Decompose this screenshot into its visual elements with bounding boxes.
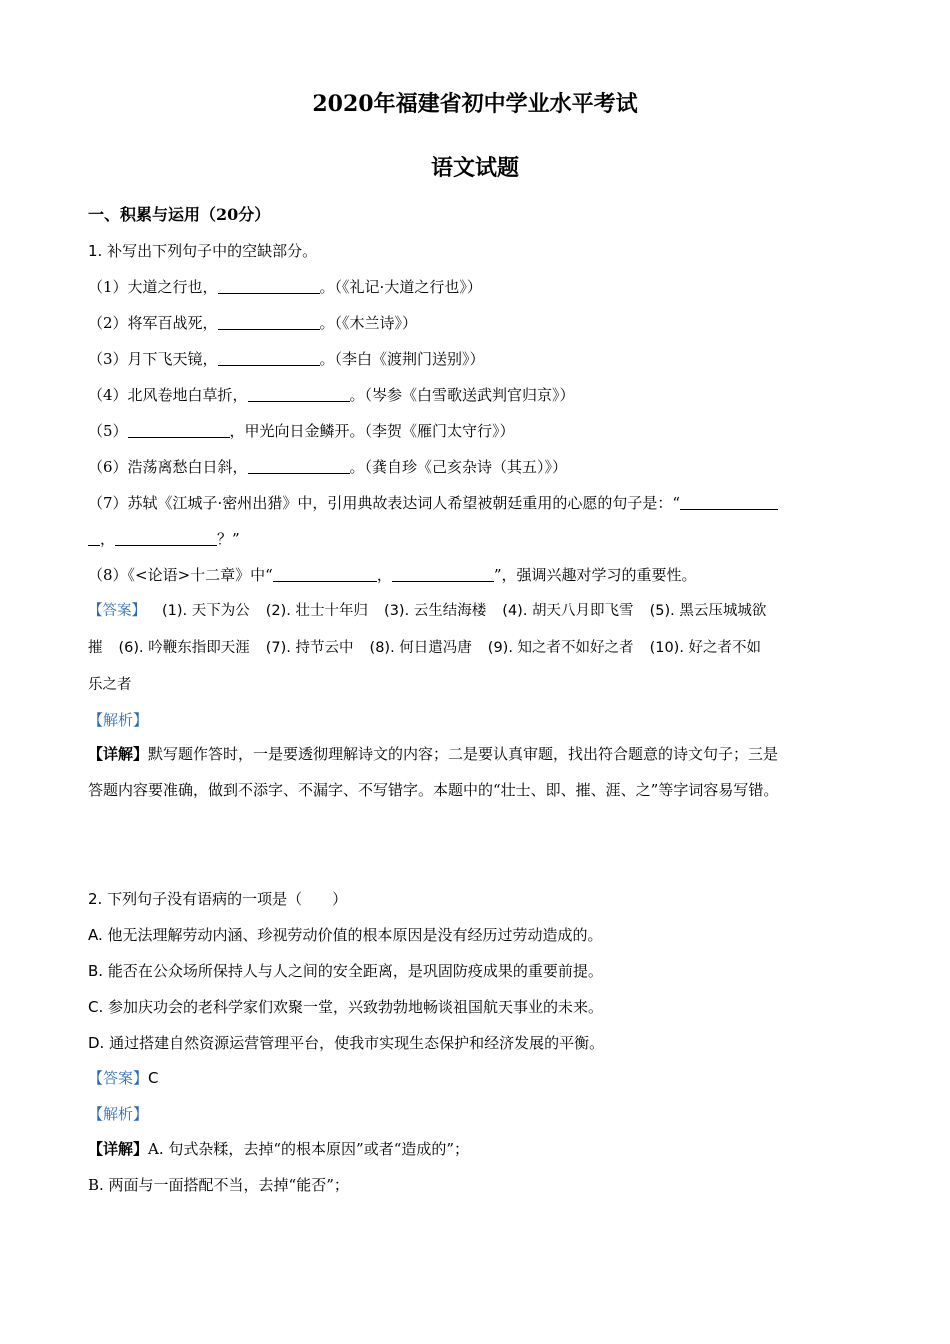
detail-tag: 【详解】: [88, 1140, 149, 1158]
q2-detail-b: B. 两面与一面搭配不当，去掉“能否”；: [88, 1176, 349, 1194]
q2-answer: [88, 1067, 868, 1089]
analysis-tag: 【解析】: [88, 1105, 149, 1123]
blank: [248, 386, 350, 402]
answer-tag: 【答案】: [88, 603, 146, 619]
q1-answer-line-3: 乐之者: [88, 677, 132, 693]
blank: [248, 458, 350, 474]
q1-detail-line-2: 答题内容要准确，做到不添字、不漏字、不写错字。本题中的“壮士、即、摧、涯、之”等字词容易写错。: [88, 781, 779, 799]
answer-tag: 【答案】: [88, 1069, 149, 1087]
blank: [218, 278, 320, 294]
q2-option-b: B. 能否在公众场所保持人与人之间的安全距离，是巩固防疫成果的重要前提。: [88, 962, 603, 980]
document-subtitle: 语文试题: [430, 155, 519, 181]
q1-item-7-cont: ， ？”: [88, 528, 868, 550]
q1-item-2: （2）将军百战死， 。（《木兰诗》）: [88, 314, 418, 332]
q2-option-d: D. 通过搭建自然资源运营管理平台，使我市实现生态保护和经济发展的平衡。: [88, 1034, 605, 1052]
section-heading: 一、积累与运用（20分）: [88, 205, 271, 224]
blank: [218, 350, 320, 366]
q2-stem: 2. 下列句子没有语病的一项是（ ）: [88, 890, 348, 908]
q2-option-a: A. 他无法理解劳动内涵、珍视劳动价值的根本原因是没有经历过劳动造成的。: [88, 926, 603, 944]
analysis-tag: 【解析】: [88, 711, 149, 729]
q1-item-3: （3）月下飞天镜， 。（李白《渡荆门送别》）: [88, 350, 485, 368]
blank: [392, 566, 494, 582]
document-title: 2020年福建省初中学业水平考试: [312, 91, 638, 117]
blank: [128, 422, 230, 438]
q1-answer-line-1: 【答案】 (1). 天下为公 (2). 壮士十年归 (3). 云生结海楼 (4). 胡天八月即飞雪 (5). 黑云压城城欲: [88, 603, 767, 619]
q1-item-6: （6）浩荡离愁白日斜， 。（龚自珍《己亥杂诗（其五）》）: [88, 458, 568, 476]
blank: [273, 566, 377, 582]
q2-detail-a: 【详解】A. 句式杂糅，去掉“的根本原因”或者“造成的”；: [88, 1140, 470, 1158]
blank: [680, 494, 778, 510]
q1-item-1: （1）大道之行也， 。（《礼记·大道之行也》）: [88, 278, 482, 296]
blank: [218, 314, 320, 330]
q1-stem: 1. 补写出下列句子中的空缺部分。: [88, 242, 318, 260]
answer-value: C: [148, 1069, 159, 1087]
q1-detail-line-1: 【详解】默写题作答时，一是要透彻理解诗文的内容；二是要认真审题，找出符合题意的诗文句子；三是: [88, 745, 779, 763]
q1-item-4: （4）北风卷地白草折， 。（岑参《白雪歌送武判官归京》）: [88, 386, 575, 404]
q1-item-8: （8）《<论语>十二章》中“ ， ”，强调兴趣对学习的重要性。: [88, 566, 697, 584]
blank: [115, 530, 217, 546]
detail-tag: 【详解】: [88, 745, 149, 763]
q2-option-c: C. 参加庆功会的老科学家们欢聚一堂，兴致勃勃地畅谈祖国航天事业的未来。: [88, 998, 604, 1016]
q1-item-5: （5） ，甲光向日金鳞开。（李贺《雁门太守行》）: [88, 422, 515, 440]
blank: [88, 530, 100, 546]
q1-item-7: （7）苏轼《江城子·密州出猎》中，引用典故表达词人希望被朝廷重用的心愿的句子是：“: [88, 492, 868, 514]
q1-answer-line-2: 摧 (6). 吟鞭东指即天涯 (7). 持节云中 (8). 何日遣冯唐 (9). 知之者不如好之者 (10). 好之者不如: [88, 640, 762, 656]
